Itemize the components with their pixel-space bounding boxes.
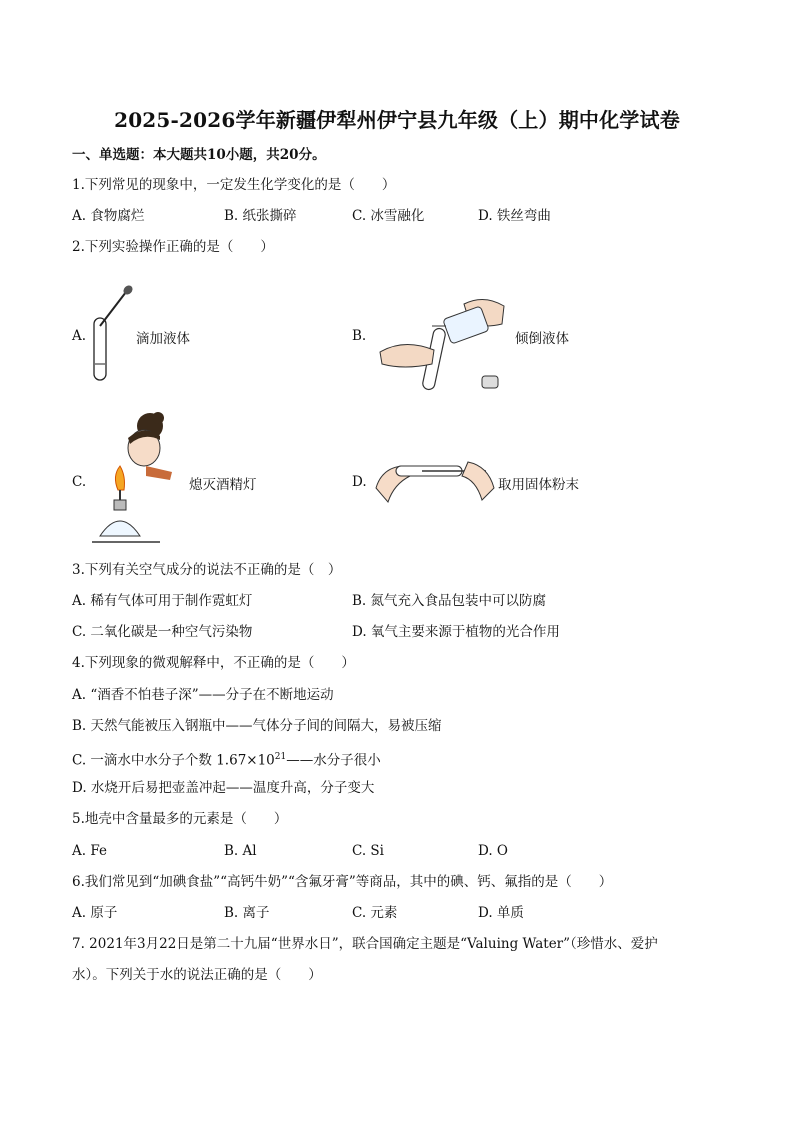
question-2-option-c-letter: C. [72,474,87,490]
question-4-option-d: D. 水烧开后易把壶盖冲起——温度升高，分子变大 [72,780,375,796]
question-5-option-b: B. Al [224,843,257,859]
question-4-option-c-suffix: ——水分子很小 [286,752,381,769]
question-1-stem: 1.下列常见的现象中，一定发生化学变化的是（ ） [72,177,396,193]
pouring-liquid-illustration [374,294,514,398]
extinguish-alcohol-lamp-illustration [90,410,190,550]
solid-powder-illustration [372,448,498,506]
question-4-option-b: B. 天然气能被压入钢瓶中——气体分子间的间隔大，易被压缩 [72,718,442,734]
question-3-option-b: B. 氮气充入食品包装中可以防腐 [352,593,547,609]
question-6-option-b: B. 离子 [224,905,270,921]
question-2-option-c-caption: 熄灭酒精灯 [189,477,257,493]
question-6-option-d: D. 单质 [478,905,524,921]
question-2-option-a-letter: A. [72,328,87,344]
question-2-option-d-letter: D. [352,474,367,490]
question-2-option-b-letter: B. [352,328,367,344]
question-3-option-c: C. 二氧化碳是一种空气污染物 [72,624,253,640]
question-2-option-b-caption: 倾倒液体 [515,331,569,347]
question-1-option-c: C. 冰雪融化 [352,208,425,224]
question-1-option-d: D. 铁丝弯曲 [478,208,551,224]
question-1-option-a: A. 食物腐烂 [72,208,145,224]
question-2-option-d-caption: 取用固体粉末 [498,477,579,493]
question-7-stem-line-1: 7. 2021年3月22日是第二十九届“世界水日”，联合国确定主题是“Valuing Water”（珍惜水、爱护 [72,936,658,952]
question-6-option-c: C. 元素 [352,905,398,921]
question-1-option-b: B. 纸张撕碎 [224,208,297,224]
question-3-option-d: D. 氧气主要来源于植物的光合作用 [352,624,560,640]
page-title: 2025-2026学年新疆伊犁州伊宁县九年级（上）期中化学试卷 [114,108,680,132]
question-7-stem-line-2: 水）。下列关于水的说法正确的是（ ） [72,967,322,983]
question-3-option-a: A. 稀有气体可用于制作霓虹灯 [72,593,253,609]
section-heading: 一、单选题：本大题共10小题，共20分。 [72,147,326,163]
question-3-stem: 3.下列有关空气成分的说法不正确的是（ ） [72,562,342,578]
question-6-option-a: A. 原子 [72,905,118,921]
question-5-option-c: C. Si [352,843,384,859]
question-4-option-a: A. “酒香不怕巷子深”——分子在不断地运动 [72,687,334,703]
dropper-test-tube-illustration [86,282,136,386]
question-6-stem: 6.我们常见到“加碘食盐”“高钙牛奶”“含氟牙膏”等商品，其中的碘、钙、氟指的是（ ） [72,874,613,890]
question-4-option-c-exponent: 21 [274,752,287,762]
question-2-stem: 2.下列实验操作正确的是（ ） [72,239,274,255]
question-5-option-a: A. Fe [72,843,107,859]
question-5-option-d: D. O [478,843,508,859]
question-2-option-a-caption: 滴加液体 [136,331,190,347]
question-4-option-c-prefix: C. 一滴水中水分子个数 1.67×10 [72,752,275,769]
question-4-option-c [72,748,381,770]
question-5-stem: 5.地壳中含量最多的元素是（ ） [72,811,288,827]
question-4-stem: 4.下列现象的微观解释中，不正确的是（ ） [72,655,355,671]
